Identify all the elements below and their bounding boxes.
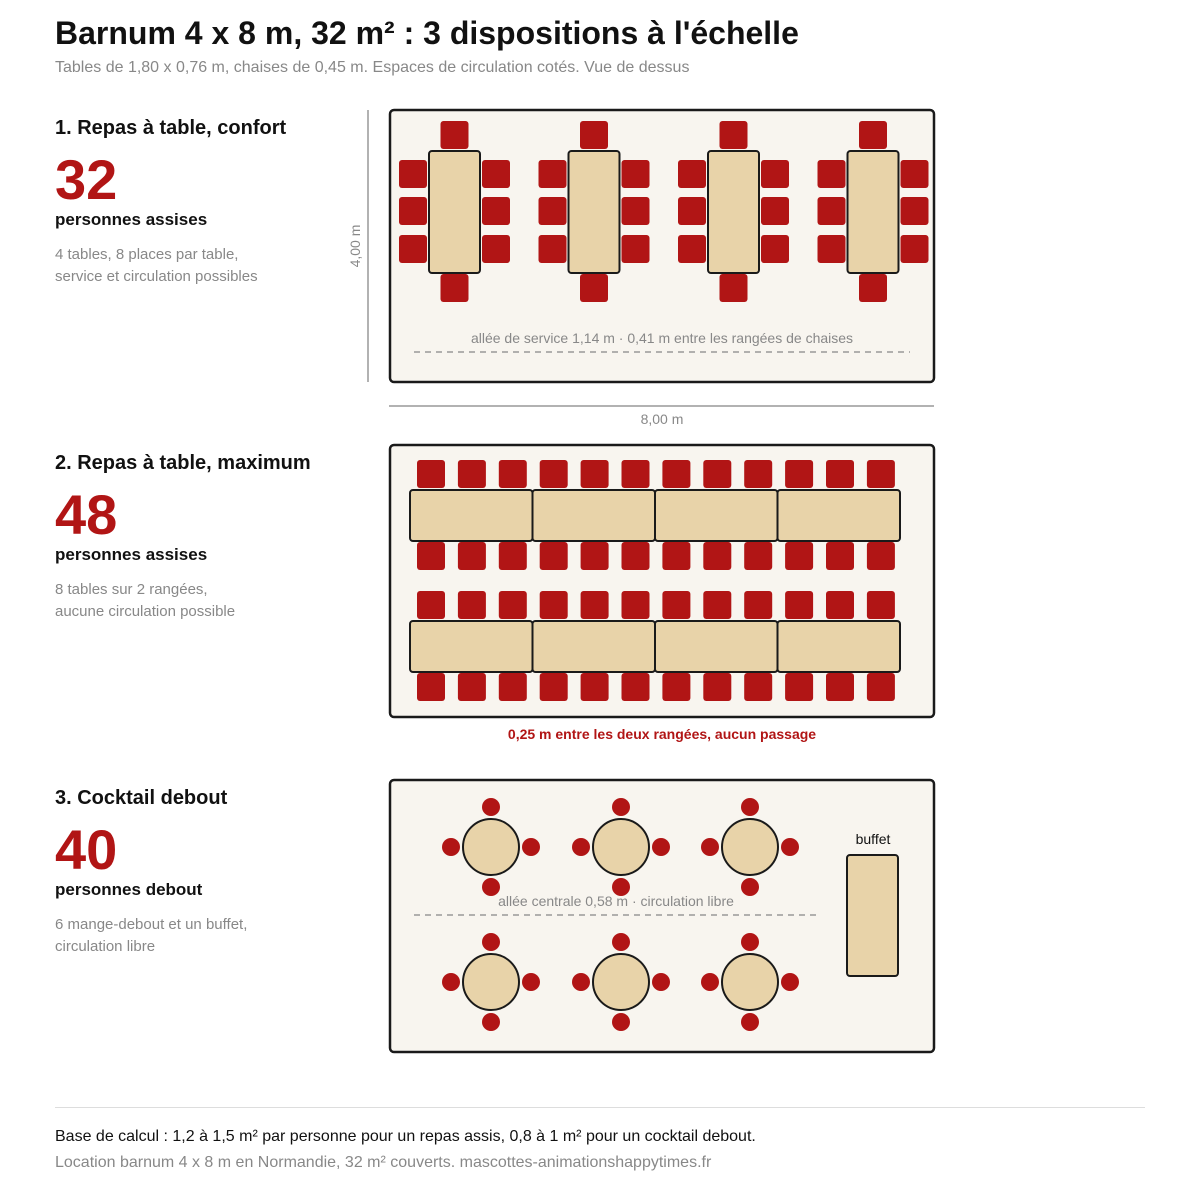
standing-table	[593, 954, 649, 1010]
table	[533, 490, 656, 541]
standing-table	[722, 954, 778, 1010]
standing-person	[741, 933, 759, 951]
chair	[539, 235, 567, 263]
standing-person	[442, 838, 460, 856]
capacity-unit: personnes assises	[55, 210, 208, 229]
standing-person	[522, 973, 540, 991]
chair	[399, 197, 427, 225]
service-aisle-label: allée de service 1,14 m · 0,41 m entre les rangées de chaises	[470, 330, 854, 346]
table	[708, 151, 759, 273]
standing-person	[741, 1013, 759, 1031]
standing-person	[612, 933, 630, 951]
chair	[744, 460, 772, 488]
chair	[826, 673, 854, 701]
chair	[662, 542, 690, 570]
chair	[818, 160, 846, 188]
capacity-number: 48	[55, 483, 118, 546]
table	[410, 490, 533, 541]
chair	[859, 121, 887, 149]
section-description: 8 tables sur 2 rangées, aucune circulation possible	[55, 581, 236, 620]
chair	[703, 460, 731, 488]
chair	[818, 197, 846, 225]
footer-divider	[55, 1107, 1145, 1108]
section-heading: 1. Repas à table, confort	[55, 117, 287, 139]
capacity-unit: personnes assises	[55, 545, 208, 564]
standing-person	[572, 973, 590, 991]
standing-person	[781, 838, 799, 856]
chair	[581, 591, 609, 619]
chair	[720, 121, 748, 149]
chair	[458, 460, 486, 488]
standing-person	[612, 1013, 630, 1031]
chair	[678, 197, 706, 225]
section-heading: 3. Cocktail debout	[55, 787, 228, 809]
chair	[458, 542, 486, 570]
section-heading: 2. Repas à table, maximum	[55, 452, 311, 474]
chair	[901, 160, 929, 188]
chair	[399, 160, 427, 188]
chair	[417, 591, 445, 619]
chair	[662, 460, 690, 488]
chair	[499, 460, 527, 488]
section-description: 4 tables, 8 places par table, service et circulation possibles	[55, 246, 258, 285]
capacity-unit: personnes debout	[55, 880, 203, 899]
chair	[581, 542, 609, 570]
chair	[417, 460, 445, 488]
chair	[417, 673, 445, 701]
chair	[458, 591, 486, 619]
chair	[703, 673, 731, 701]
chair	[441, 274, 469, 302]
chair	[744, 591, 772, 619]
plan-comfort	[390, 110, 934, 382]
chair	[720, 274, 748, 302]
page-subtitle: Tables de 1,80 x 0,76 m, chaises de 0,45 m. Espaces de circulation cotés. Vue de dessus	[55, 59, 690, 76]
table	[778, 621, 901, 672]
chair	[499, 673, 527, 701]
chair	[539, 197, 567, 225]
chair	[540, 460, 568, 488]
standing-person	[741, 878, 759, 896]
standing-person	[482, 1013, 500, 1031]
standing-table	[463, 819, 519, 875]
width-dimension-label: 8,00 m	[640, 411, 684, 427]
chair	[539, 160, 567, 188]
row-gap-warning: 0,25 m entre les deux rangées, aucun passage	[507, 726, 817, 742]
chair	[458, 673, 486, 701]
table	[533, 621, 656, 672]
standing-table	[593, 819, 649, 875]
standing-person	[522, 838, 540, 856]
chair	[441, 121, 469, 149]
standing-table	[722, 819, 778, 875]
standing-person	[781, 973, 799, 991]
chair	[678, 160, 706, 188]
table	[429, 151, 480, 273]
chair	[622, 160, 650, 188]
chair	[622, 673, 650, 701]
chair	[761, 235, 789, 263]
chair	[744, 673, 772, 701]
chair	[826, 460, 854, 488]
chair	[399, 235, 427, 263]
footer-source: Location barnum 4 x 8 m en Normandie, 32 m² couverts. mascottes-animationshappytimes.fr	[55, 1154, 712, 1171]
chair	[499, 591, 527, 619]
central-aisle-label: allée centrale 0,58 m · circulation libre	[498, 893, 734, 909]
chair	[785, 673, 813, 701]
chair	[901, 235, 929, 263]
buffet-table	[847, 855, 898, 976]
chair	[482, 160, 510, 188]
height-dimension-label: 4,00 m	[347, 224, 363, 268]
plan-cocktail	[390, 780, 934, 1052]
table	[848, 151, 899, 273]
chair	[662, 591, 690, 619]
standing-person	[741, 798, 759, 816]
standing-person	[612, 798, 630, 816]
table	[778, 490, 901, 541]
chair	[901, 197, 929, 225]
table	[569, 151, 620, 273]
chair	[703, 542, 731, 570]
chair	[703, 591, 731, 619]
chair	[785, 591, 813, 619]
chair	[540, 673, 568, 701]
standing-table	[463, 954, 519, 1010]
chair	[622, 197, 650, 225]
chair	[678, 235, 706, 263]
standing-person	[572, 838, 590, 856]
plan-maximum	[390, 445, 934, 742]
chair	[580, 121, 608, 149]
chair	[662, 673, 690, 701]
chair	[761, 197, 789, 225]
standing-person	[652, 838, 670, 856]
standing-person	[652, 973, 670, 991]
chair	[867, 673, 895, 701]
chair	[581, 673, 609, 701]
chair	[482, 235, 510, 263]
chair	[867, 460, 895, 488]
chair	[622, 460, 650, 488]
chair	[581, 460, 609, 488]
chair	[622, 542, 650, 570]
buffet-label: buffet	[855, 831, 891, 847]
chair	[826, 542, 854, 570]
chair	[622, 591, 650, 619]
chair	[540, 542, 568, 570]
capacity-number: 32	[55, 148, 118, 211]
chair	[867, 542, 895, 570]
page-title: Barnum 4 x 8 m, 32 m² : 3 dispositions à l'échelle	[55, 15, 799, 51]
table	[655, 490, 778, 541]
standing-person	[482, 933, 500, 951]
table	[655, 621, 778, 672]
chair	[785, 460, 813, 488]
capacity-number: 40	[55, 818, 118, 881]
section-description: 6 mange-debout et un buffet, circulation libre	[55, 916, 248, 955]
chair	[859, 274, 887, 302]
chair	[761, 160, 789, 188]
standing-person	[482, 798, 500, 816]
table	[410, 621, 533, 672]
chair	[744, 542, 772, 570]
chair	[622, 235, 650, 263]
chair	[826, 591, 854, 619]
footer-calculation-basis: Base de calcul : 1,2 à 1,5 m² par personne pour un repas assis, 0,8 à 1 m² pour un cocktail debout.	[55, 1128, 756, 1145]
chair	[540, 591, 568, 619]
standing-person	[442, 973, 460, 991]
chair	[482, 197, 510, 225]
standing-person	[701, 838, 719, 856]
chair	[867, 591, 895, 619]
chair	[580, 274, 608, 302]
standing-person	[701, 973, 719, 991]
chair	[818, 235, 846, 263]
chair	[499, 542, 527, 570]
chair	[785, 542, 813, 570]
chair	[417, 542, 445, 570]
